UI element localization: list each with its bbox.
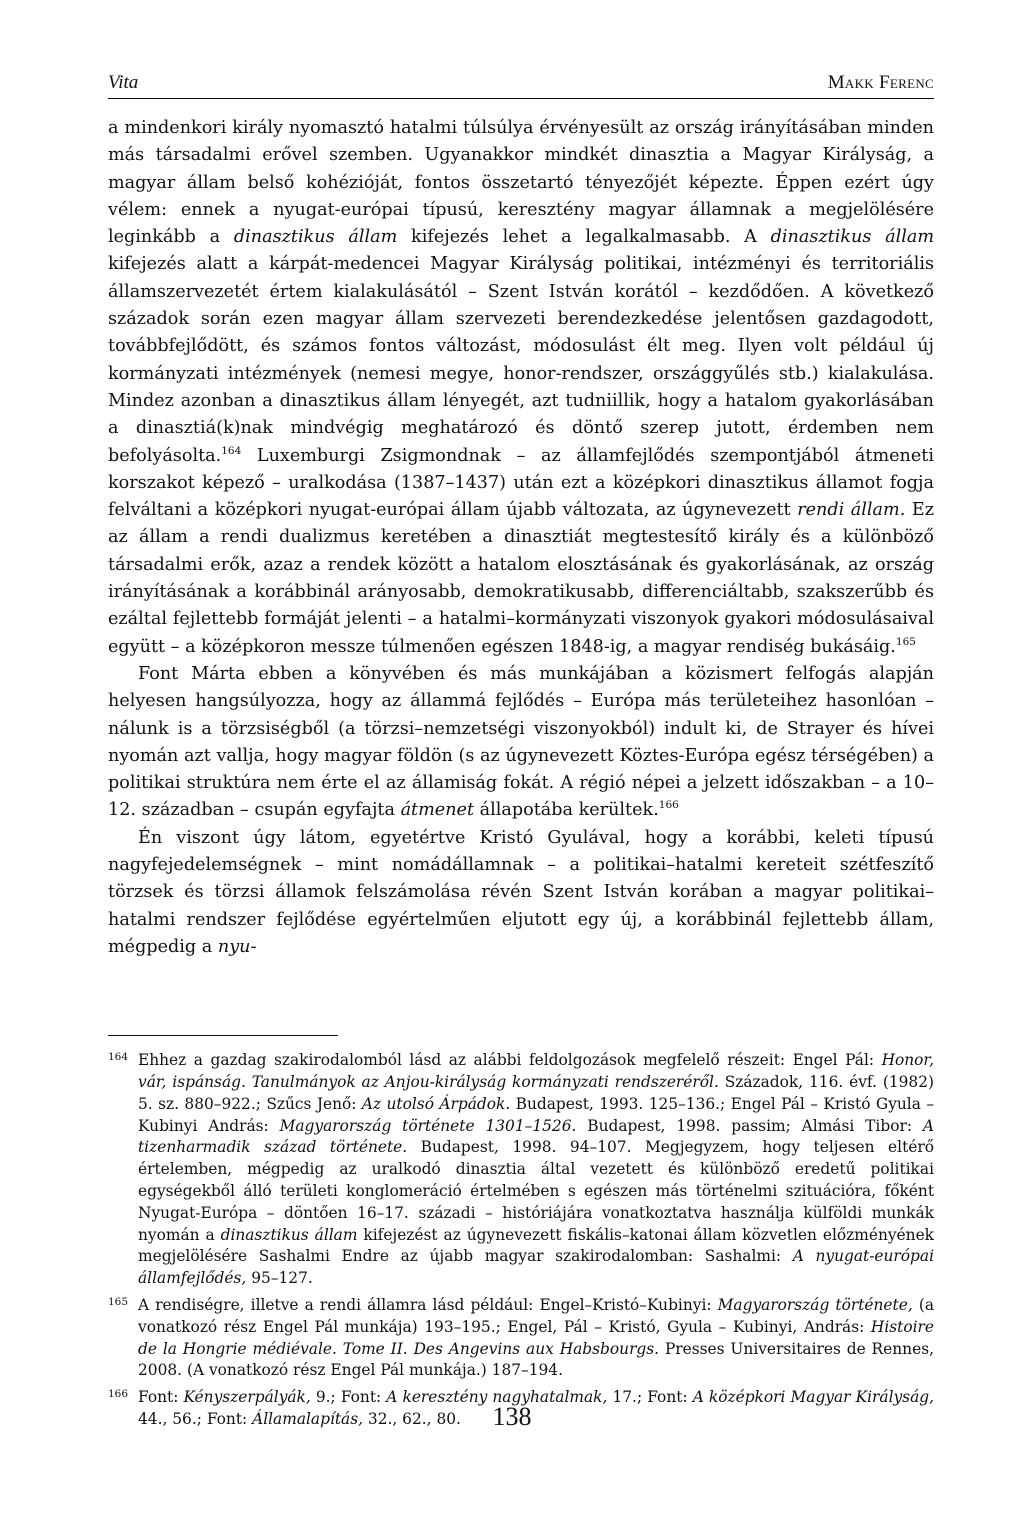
paragraph <box>108 825 934 961</box>
running-head <box>108 72 934 99</box>
italic-text: dinasztikus állam <box>233 227 398 248</box>
italic-text: Magyarország története 1301–1526. <box>279 1116 577 1135</box>
italic-text: átmenet <box>400 800 475 821</box>
text-run: kifejezés lehet a legalkalmasabb. A <box>397 227 771 248</box>
footnote <box>108 1295 934 1382</box>
footnotes <box>108 1050 934 1431</box>
text-run: Budapest, 1998. passim; Almási Tibor: <box>576 1116 923 1135</box>
footnote-divider <box>108 1035 338 1036</box>
italic-text: rendi állam. <box>797 500 906 521</box>
text-run: a mindenkori király nyomasztó hatalmi túlsúlya érvényesült az ország irányításában minden más társadalmi erővel szemben. Ugyanakkor mindkét dinasztia a Magyar Királyság, a magyar állam belső kohézióját, fontos összetartó tényezőjét képezte. Éppen ezért úgy vélem: ennek a nyugat-európai típusú, keresztény magyar államnak a megjelölésére leginkább a <box>108 118 934 248</box>
text-run: 32., 62., 80. <box>363 1409 461 1428</box>
author-name: Makk Ferenc <box>827 72 934 93</box>
text-run: Ez az állam a rendi dualizmus keretében a dinasztiát megtestesítő király és a különböző társadalmi erők, azaz a rendek között a hatalom elosztásának és gyakorlásának, az ország irányításának a korábbinál arányosabb, demokratikusabb, differenciáltabb, szakszerűbb és ezáltal fejlettebb formáját jelenti – a hatalmi–kormányzati viszonyok gyakori módosulásaival együtt – a középkoron messze túlmenően egészen 1848-ig, a magyar rendiség bukásáig. <box>108 500 934 657</box>
italic-text: A tizenharmadik század története. <box>138 1116 935 1157</box>
footnote-ref: 166 <box>658 799 679 812</box>
paragraph <box>108 115 934 661</box>
footnote-number: 164 <box>108 1051 129 1064</box>
italic-text: A középkori Magyar Királyság, <box>692 1388 935 1407</box>
text-run: Ehhez a gazdag szakirodalomból lásd az alábbi feldolgozások megfelelő részeit: Engel Pál: <box>138 1051 882 1070</box>
italic-text: Kényszerpályák, <box>183 1388 311 1407</box>
text-run: kifejezés alatt a kárpát-medencei Magyar Királyság politikai, intézményi és territoriális államszervezetét értem kialakulásától – Szent István korától – kezdődően. A következő századok során ezen magyar állam szervezeti berendezkedése jelentősen gazdagodott, továbbfejlődött, és számos fontos változást, módosulást élt meg. Ilyen volt például új kormányzati intézmények (nemesi megye, honor-rendszer, országgyűlés stb.) kialakulása. Mindez azonban a dinasztikus állam lényegét, azt tudniillik, hogy a hatalom gyakorlásában a dinasztiá(k)nak mindvégig meghatározó és döntő szerep jutott, érdemben nem befolyásolta. <box>108 254 934 466</box>
text-run: állapotába kerültek. <box>474 800 659 821</box>
page <box>108 72 934 1436</box>
text-run: 17.; Font: <box>607 1388 693 1407</box>
italic-text: Magyarország története, <box>717 1295 913 1314</box>
text-run: Budapest, 1998. 94–107. Megjegyzem, hogy teljesen eltérő értelemben, mégpedig az uralkodó dinasztia által vezetett és különböző eredetű politikai egységekből álló területi konglomeráció értelmében s egészen más történelmi szituációra, főként Nyugat-Európa – döntően 16–17. századi – históriájára vonatkoztatva használja külföldi munkák nyomán a <box>138 1138 935 1244</box>
section-title: Vita <box>108 72 139 93</box>
italic-text: dinasztikus állam <box>770 227 935 248</box>
italic-text: dinasztikus állam <box>220 1225 358 1244</box>
italic-text: nyu- <box>217 936 257 957</box>
italic-text: A nyugat-európai államfejlődés, <box>138 1247 934 1288</box>
text-run: Budapest, 1993. 125–136.; Engel Pál – Kristó Gyula – Kubinyi András: <box>138 1094 935 1135</box>
main-text <box>108 115 934 961</box>
italic-text: Honor, vár, ispánság. Tanulmányok az Anjou-királyság kormányzati rendszeréről. <box>138 1051 934 1091</box>
italic-text: Az utolsó Árpádok. <box>361 1094 511 1113</box>
page-number: 138 <box>492 1402 532 1431</box>
footnote-ref: 165 <box>895 635 916 648</box>
text-run: 9.; Font: <box>310 1388 387 1407</box>
text-run: Századok, 116. évf. (1982) 5. sz. 880–922.; Szűcs Jenő: <box>138 1073 934 1113</box>
footnote-number: 166 <box>108 1388 129 1401</box>
text-run: Luxemburgi Zsigmondnak – az államfejlődés szempontjából átmeneti korszakot képező – uralkodása (1387–1437) után ezt a középkori dinasztikus államot fogja felváltani a középkori nyugat-európai állam újabb változata, az úgynevezett <box>108 445 934 521</box>
italic-text: Államalapítás, <box>252 1409 364 1428</box>
text-run: (a vonatkozó rész Engel Pál munkája) 193–195.; Engel, Pál – Kristó, Gyula – Kubinyi, András: <box>138 1295 935 1336</box>
footnote <box>108 1050 934 1290</box>
paragraph <box>108 661 934 825</box>
italic-text: A keresztény nagyhatalmak, <box>386 1388 608 1407</box>
text-run: 44., 56.; Font: <box>138 1409 253 1428</box>
footnote-ref: 164 <box>221 444 242 457</box>
text-run: Font Márta ebben a könyvében és más munkájában a közismert felfogás alapján helyesen hangsúlyozza, hogy az állammá fejlődés – Európa más területeihez hasonlóan – nálunk is a törzsiségből (a törzsi–nemzetségi viszonyokból) indult ki, de Strayer és hívei nyomán azt vallja, hogy magyar földön (s az úgynevezett Köztes-Európa egész térségében) a politikai struktúra nem érte el az államiság fokát. A régió népei a jelzett időszakban – a 10–12. században – csupán egyfajta <box>108 663 934 821</box>
text-run: 95–127. <box>246 1269 313 1288</box>
text-run: A rendiségre, illetve a rendi államra lásd például: Engel–Kristó–Kubinyi: <box>138 1295 718 1314</box>
footnote-number: 165 <box>108 1295 129 1308</box>
text-run: Én viszont úgy látom, egyetértve Kristó Gyulával, hogy a korábbi, keleti típusú nagyfejedelemségnek – mint nomádállamnak – a politikai–hatalmi kereteit szétfeszítő törzsek és törzsi államok felszámolása révén Szent István korában a magyar politikai–hatalmi rendszer fejlődése egyértelműen eljutott egy új, a korábbinál fejlettebb állam, mégpedig a <box>108 827 934 957</box>
text-run: kifejezést az úgynevezett fiskális–katonai állam közvetlen előzményének megjelölésére Sashalmi Endre az újabb magyar szakirodalomban: Sashalmi: <box>138 1225 934 1266</box>
italic-text: Histoire de la Hongrie médiévale. Tome II. Des Angevins aux Habsbourgs. <box>138 1317 934 1358</box>
text-run: Presses Universitaires de Rennes, 2008. (A vonatkozó rész Engel Pál munkája.) 187–194. <box>138 1339 934 1380</box>
text-run: Font: <box>138 1388 184 1407</box>
